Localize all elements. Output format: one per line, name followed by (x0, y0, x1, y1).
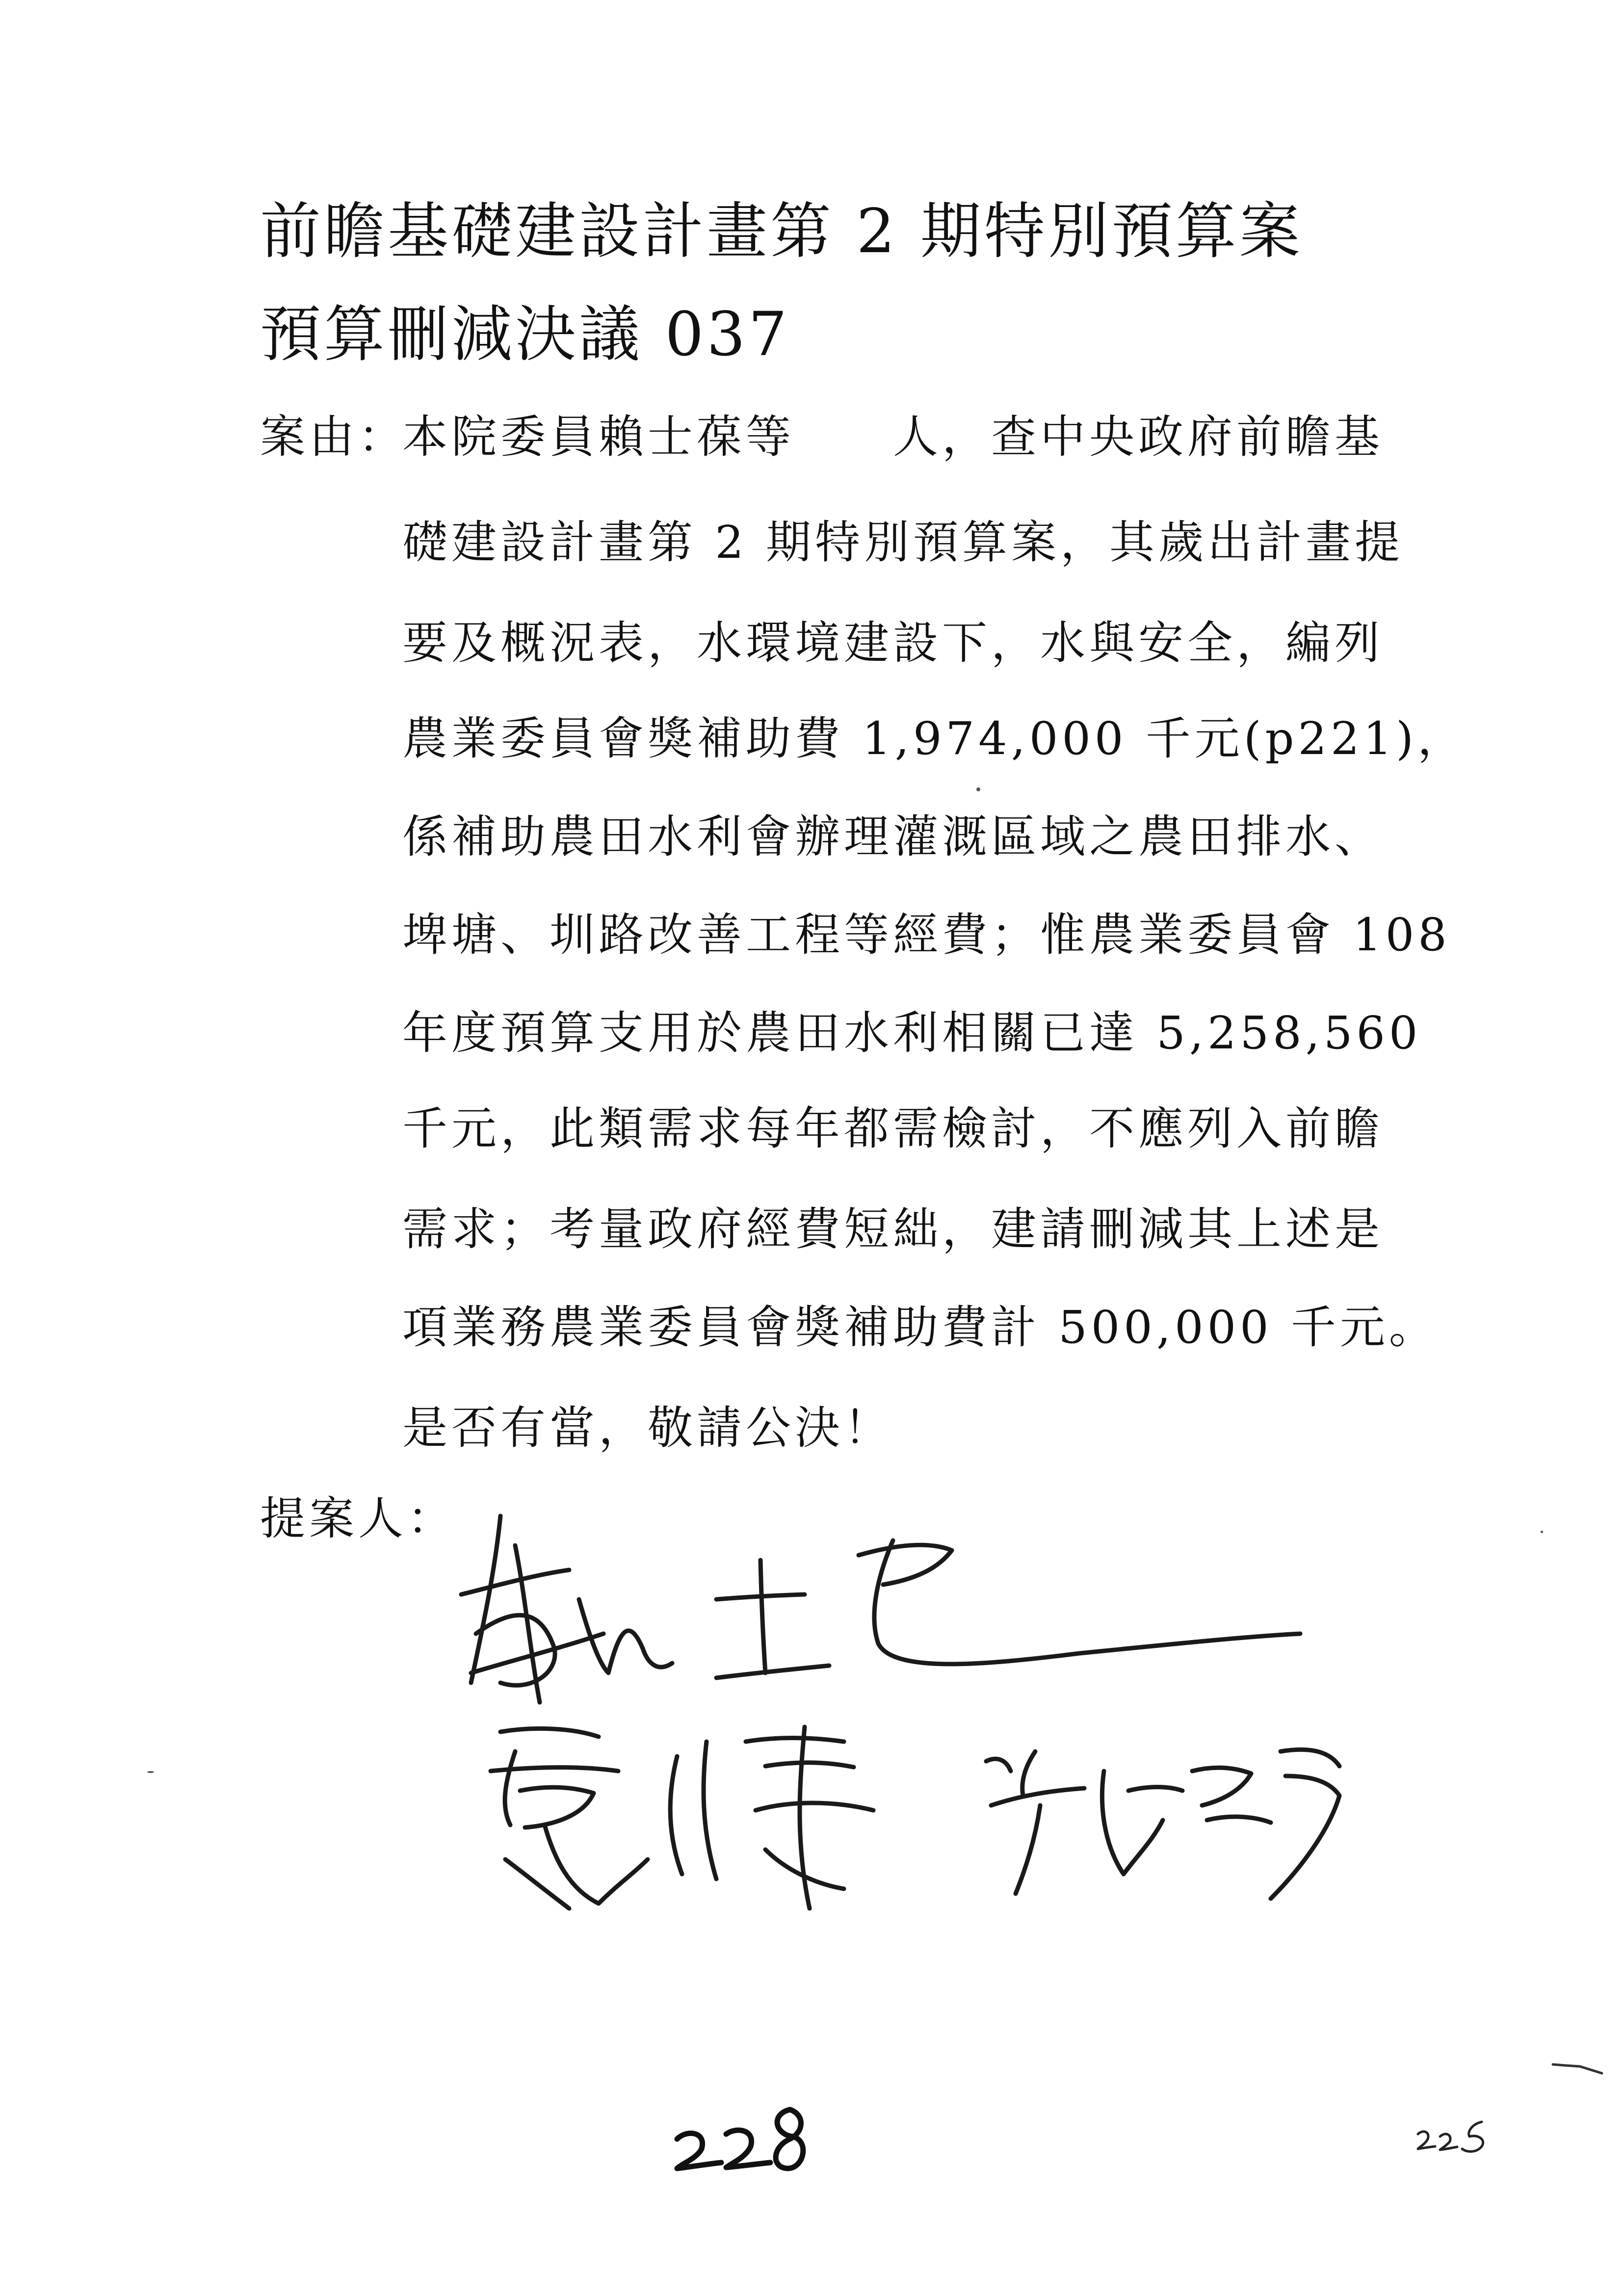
reason-line-6: 埤塘、圳路改善工程等經費；惟農業委員會 108 (402, 909, 1451, 961)
scan-speck-1 (976, 787, 980, 791)
reason-line-2: 礎建設計畫第 2 期特別預算案，其歲出計畫提 (402, 516, 1404, 569)
document-title-line-2: 預算刪減決議 037 (260, 299, 790, 370)
document-title-line-1: 前瞻基礎建設計畫第 2 期特別預算案 (260, 196, 1303, 267)
scan-speck-3 (1541, 1531, 1543, 1533)
reason-line-9: 需求；考量政府經費短絀，建請刪減其上述是 (402, 1203, 1384, 1255)
signature-2 (471, 1712, 962, 1918)
scan-mark-right-edge (1550, 2061, 1604, 2075)
reason-line-4: 農業委員會獎補助費 1,974,000 千元(p221)， (402, 712, 1467, 765)
reason-line-8: 千元，此類需求每年都需檢討，不應列入前瞻 (402, 1102, 1384, 1155)
handwritten-corner-mark (1413, 2114, 1492, 2164)
scan-speck-2 (147, 1771, 154, 1773)
proposer-label: 提案人： (260, 1492, 457, 1545)
reason-line-3: 要及概況表，水環境建設下，水與安全，編列 (402, 617, 1384, 669)
reason-line-10: 項業務農業委員會獎補助費計 500,000 千元。 (402, 1301, 1438, 1354)
reason-line-11: 是否有當，敬請公決！ (402, 1402, 893, 1454)
reason-line-1: 本院委員賴士葆等 人，查中央政府前瞻基 (402, 411, 1384, 463)
signature-1 (442, 1487, 1325, 1717)
reason-label: 案由： (260, 411, 408, 463)
signature-3 (976, 1732, 1349, 1918)
handwritten-page-number (667, 2100, 814, 2178)
reason-line-5: 係補助農田水利會辦理灌溉區域之農田排水、 (402, 810, 1384, 863)
reason-line-7: 年度預算支用於農田水利相關已達 5,258,560 (402, 1007, 1422, 1059)
